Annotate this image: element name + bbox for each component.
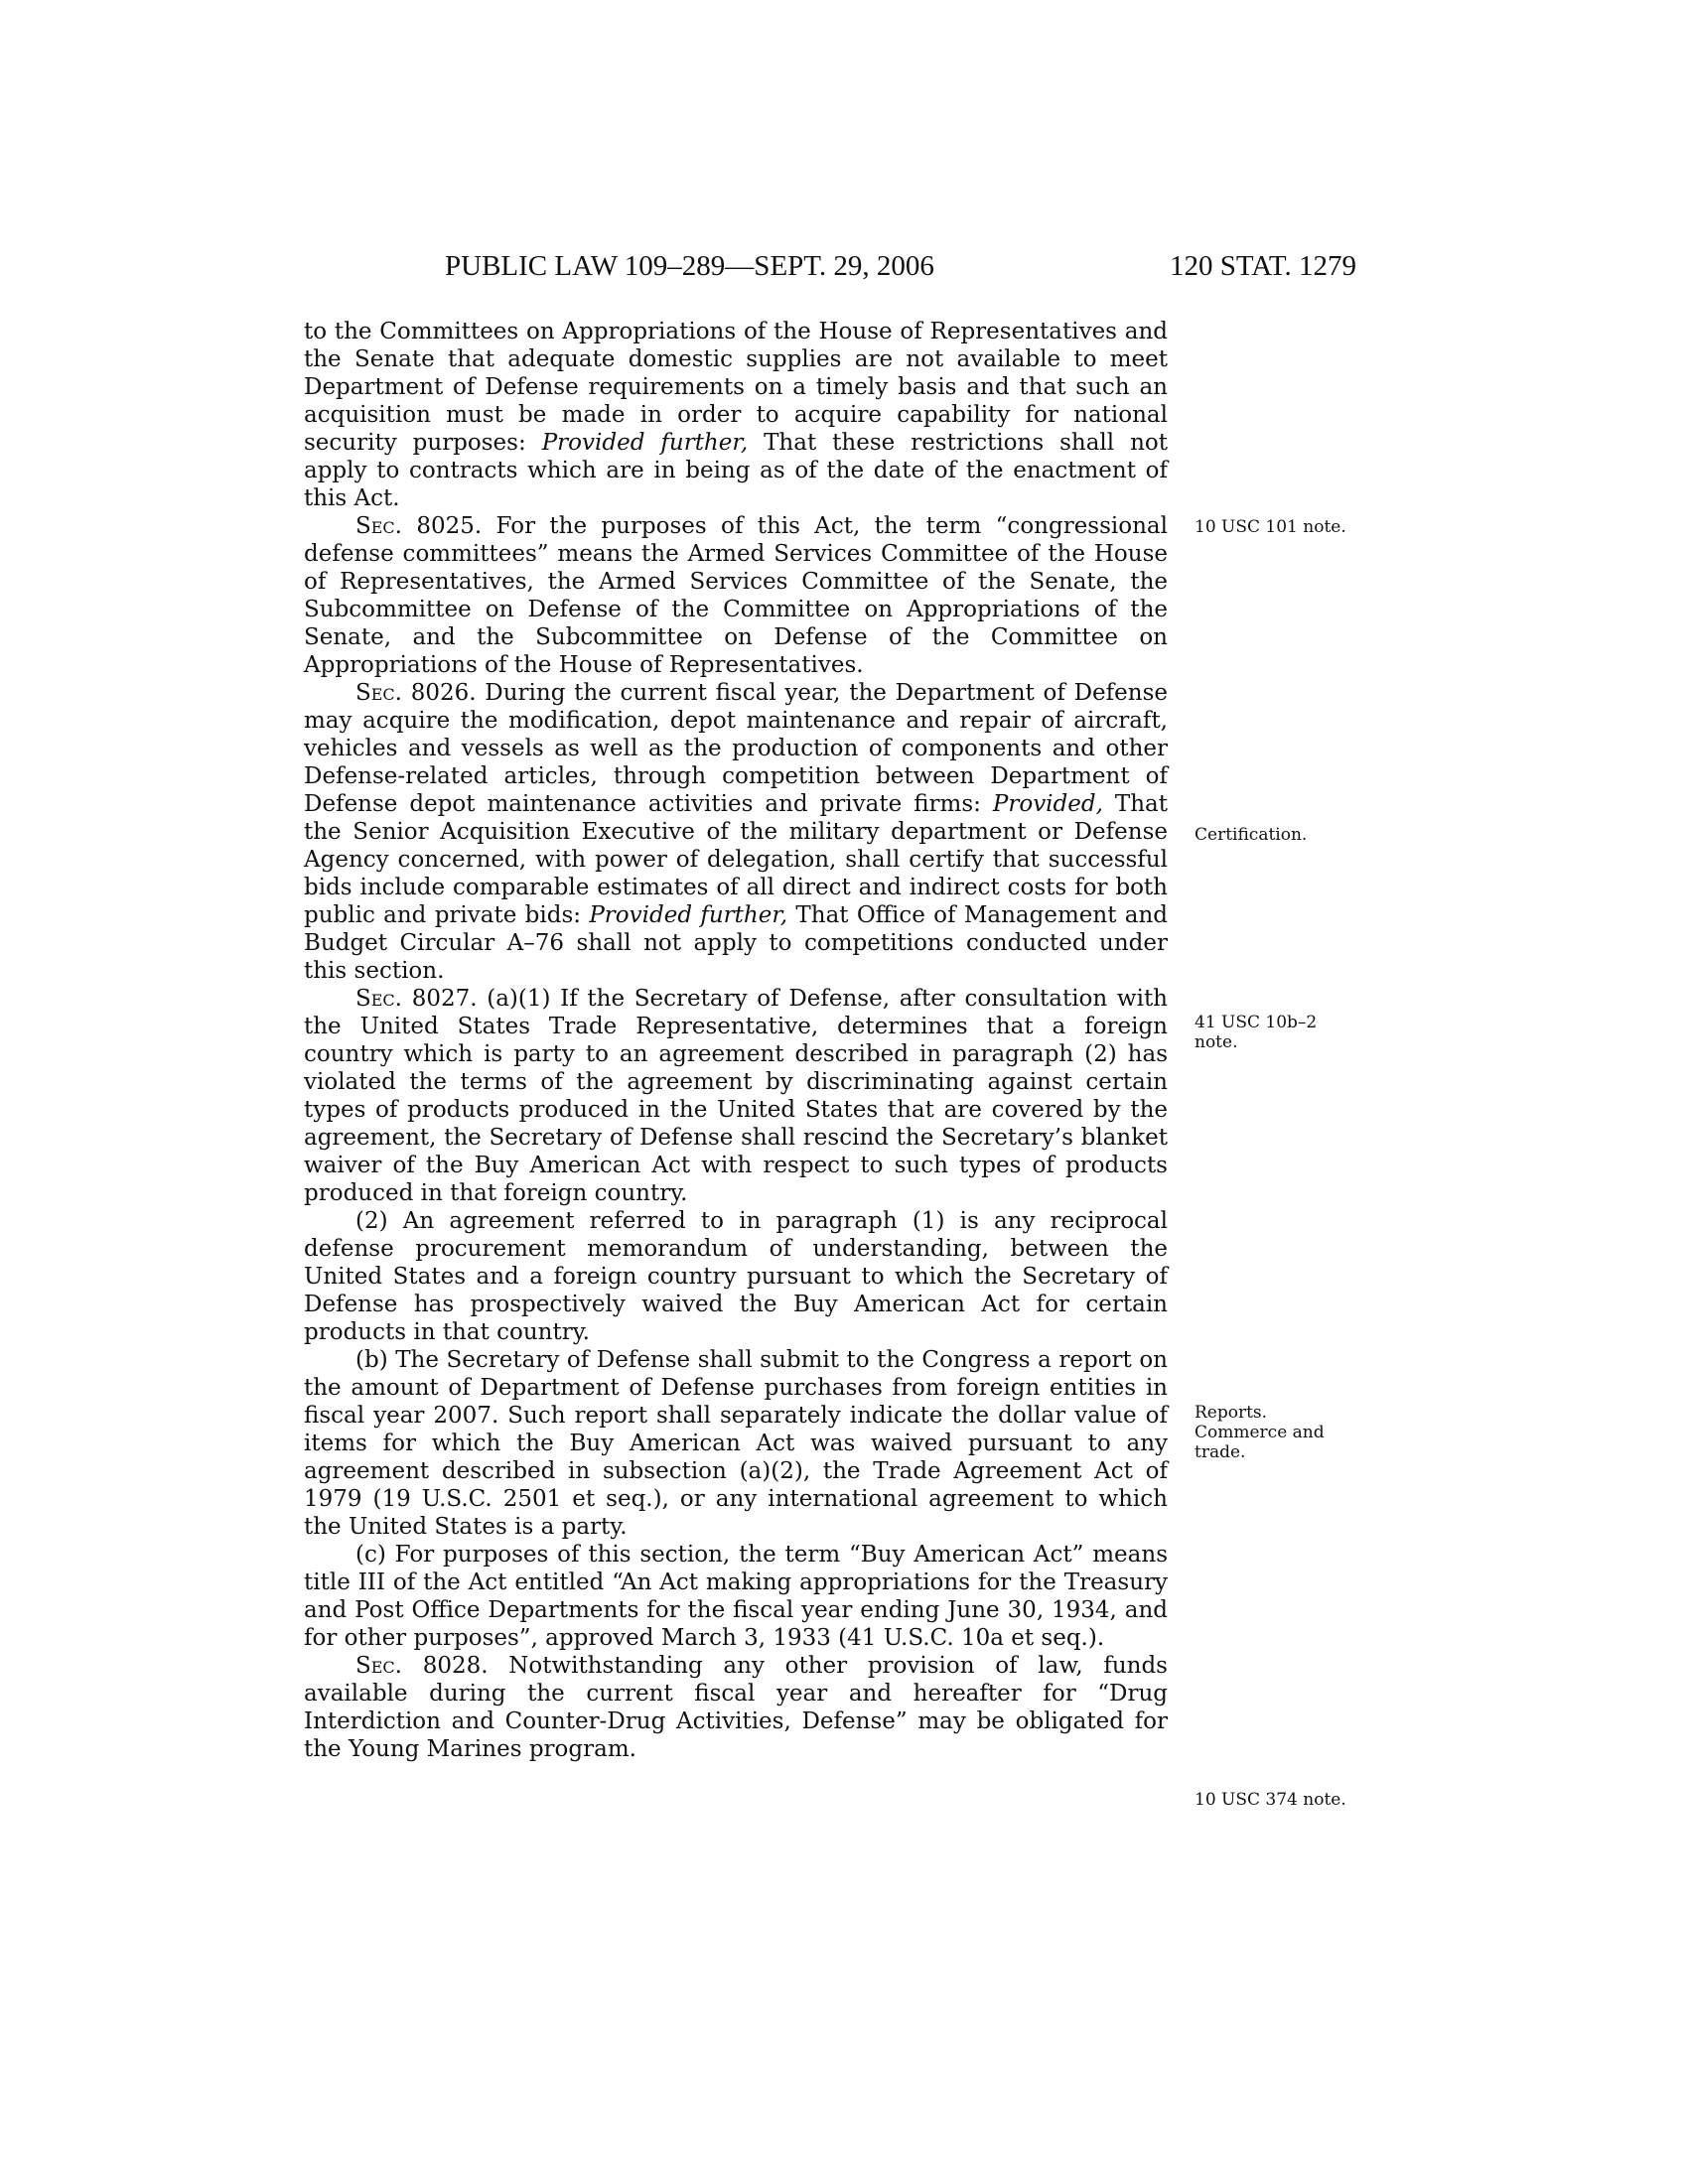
proviso-italic: Provided,	[992, 791, 1103, 817]
section-8027-c: (c) For purposes of this section, the term “Buy American Act” means title III of the Act entitled “An Act making appropriations for the Treasury and Post Office Departments for the fiscal year ending June 30, 1934, and for other purposes”, approved March 3, 1933 (41 U.S.C. 10a et seq.).	[304, 1542, 1168, 1651]
sec-label: Sec.	[355, 513, 402, 539]
sec-label: Sec.	[355, 1653, 402, 1679]
proviso-italic: Provided further,	[589, 902, 788, 928]
margin-note-8028: 10 USC 374 note.	[1195, 1790, 1346, 1810]
header-public-law: PUBLIC LAW 109–289—SEPT. 29, 2006	[445, 250, 934, 282]
section-8028: Sec. 8028. Notwithstanding any other provision of law, funds available during the current fiscal year and hereafter for “Drug Interdiction and Counter-Drug Activities, Defense” may be obligated for the Young Marines program.	[304, 1653, 1168, 1762]
margin-note-8026: Certification.	[1195, 825, 1308, 845]
section-8025: Sec. 8025. For the purposes of this Act, the term “congressional defense committees” means the Armed Services Committee of the House of Representatives, the Armed Services Committee of the Senate, the Subcommittee on Defense of the Committee on Appropriations of the Senate, and the Subcommittee on Defense of the Committee on Appropriations of the House of Representatives.	[304, 513, 1168, 678]
margin-note-8027: 41 USC 10b–2 note.	[1195, 1013, 1318, 1052]
section-8027-b: (b) The Secretary of Defense shall submit to the Congress a report on the amount of Department of Defense purchases from foreign entities in fiscal year 2007. Such report shall separately indicate the dollar value of items for which the Buy American Act was waived pursuant to any agreement described in subsection (a)(2), the Trade Agreement Act of 1979 (19 U.S.C. 2501 et seq.), or any international agreement to which the United States is a party.	[304, 1347, 1168, 1540]
sec-label: Sec.	[355, 986, 402, 1012]
section-8026: Sec. 8026. During the current fiscal year, the Department of Defense may acquire the modification, depot maintenance and repair of aircraft, vehicles and vessels as well as the production of components and other Defense-related articles, through competition between Department of Defense depot maintenance activities and private firms: Provided, That the Senior Acquisition Executive of the military department or Defense Agency concerned, with power of delegation, shall certify that successful bids include comparable estimates of all direct and indirect costs for both public and private bids: Provided further, That Office of Management and Budget Circular A–76 shall not apply to competitions conducted under this section.	[304, 680, 1169, 984]
section-8027-a1: Sec. 8027. (a)(1) If the Secretary of Defense, after consultation with the United States Trade Representative, determines that a foreign country which is party to an agreement described in paragraph (2) has violated the terms of the agreement by discriminating against certain types of products produced in the United States that are covered by the agreement, the Secretary of Defense shall rescind the Secretary’s blanket waiver of the Buy American Act with respect to such types of products produced in that foreign country.	[304, 986, 1168, 1206]
statute-body	[304, 318, 1168, 1763]
sec-label: Sec.	[355, 680, 402, 706]
header-stat-page: 120 STAT. 1279	[1169, 250, 1356, 282]
running-header	[445, 246, 1356, 286]
proviso-italic: Provided further,	[541, 430, 749, 456]
section-8027-a2: (2) An agreement referred to in paragraph (1) is any reciprocal defense procurement memorandum of understanding, between the United States and a foreign country pursuant to which the Secretary of Defense has prospectively waived the Buy American Act for certain products in that country.	[304, 1208, 1168, 1345]
margin-note-8027b: Reports. Commerce and trade.	[1195, 1403, 1325, 1462]
margin-note-8025: 10 USC 101 note.	[1195, 517, 1346, 537]
paragraph-continued: to the Committees on Appropriations of the House of Representatives and the Senate that adequate domestic supplies are not available to meet Department of Defense requirements on a timely basis and that such an acquisition must be made in order to acquire capability for national security purposes: Provided further, That these restrictions shall not apply to contracts which are in being as of the date of the enactment of this Act.	[304, 319, 1168, 511]
